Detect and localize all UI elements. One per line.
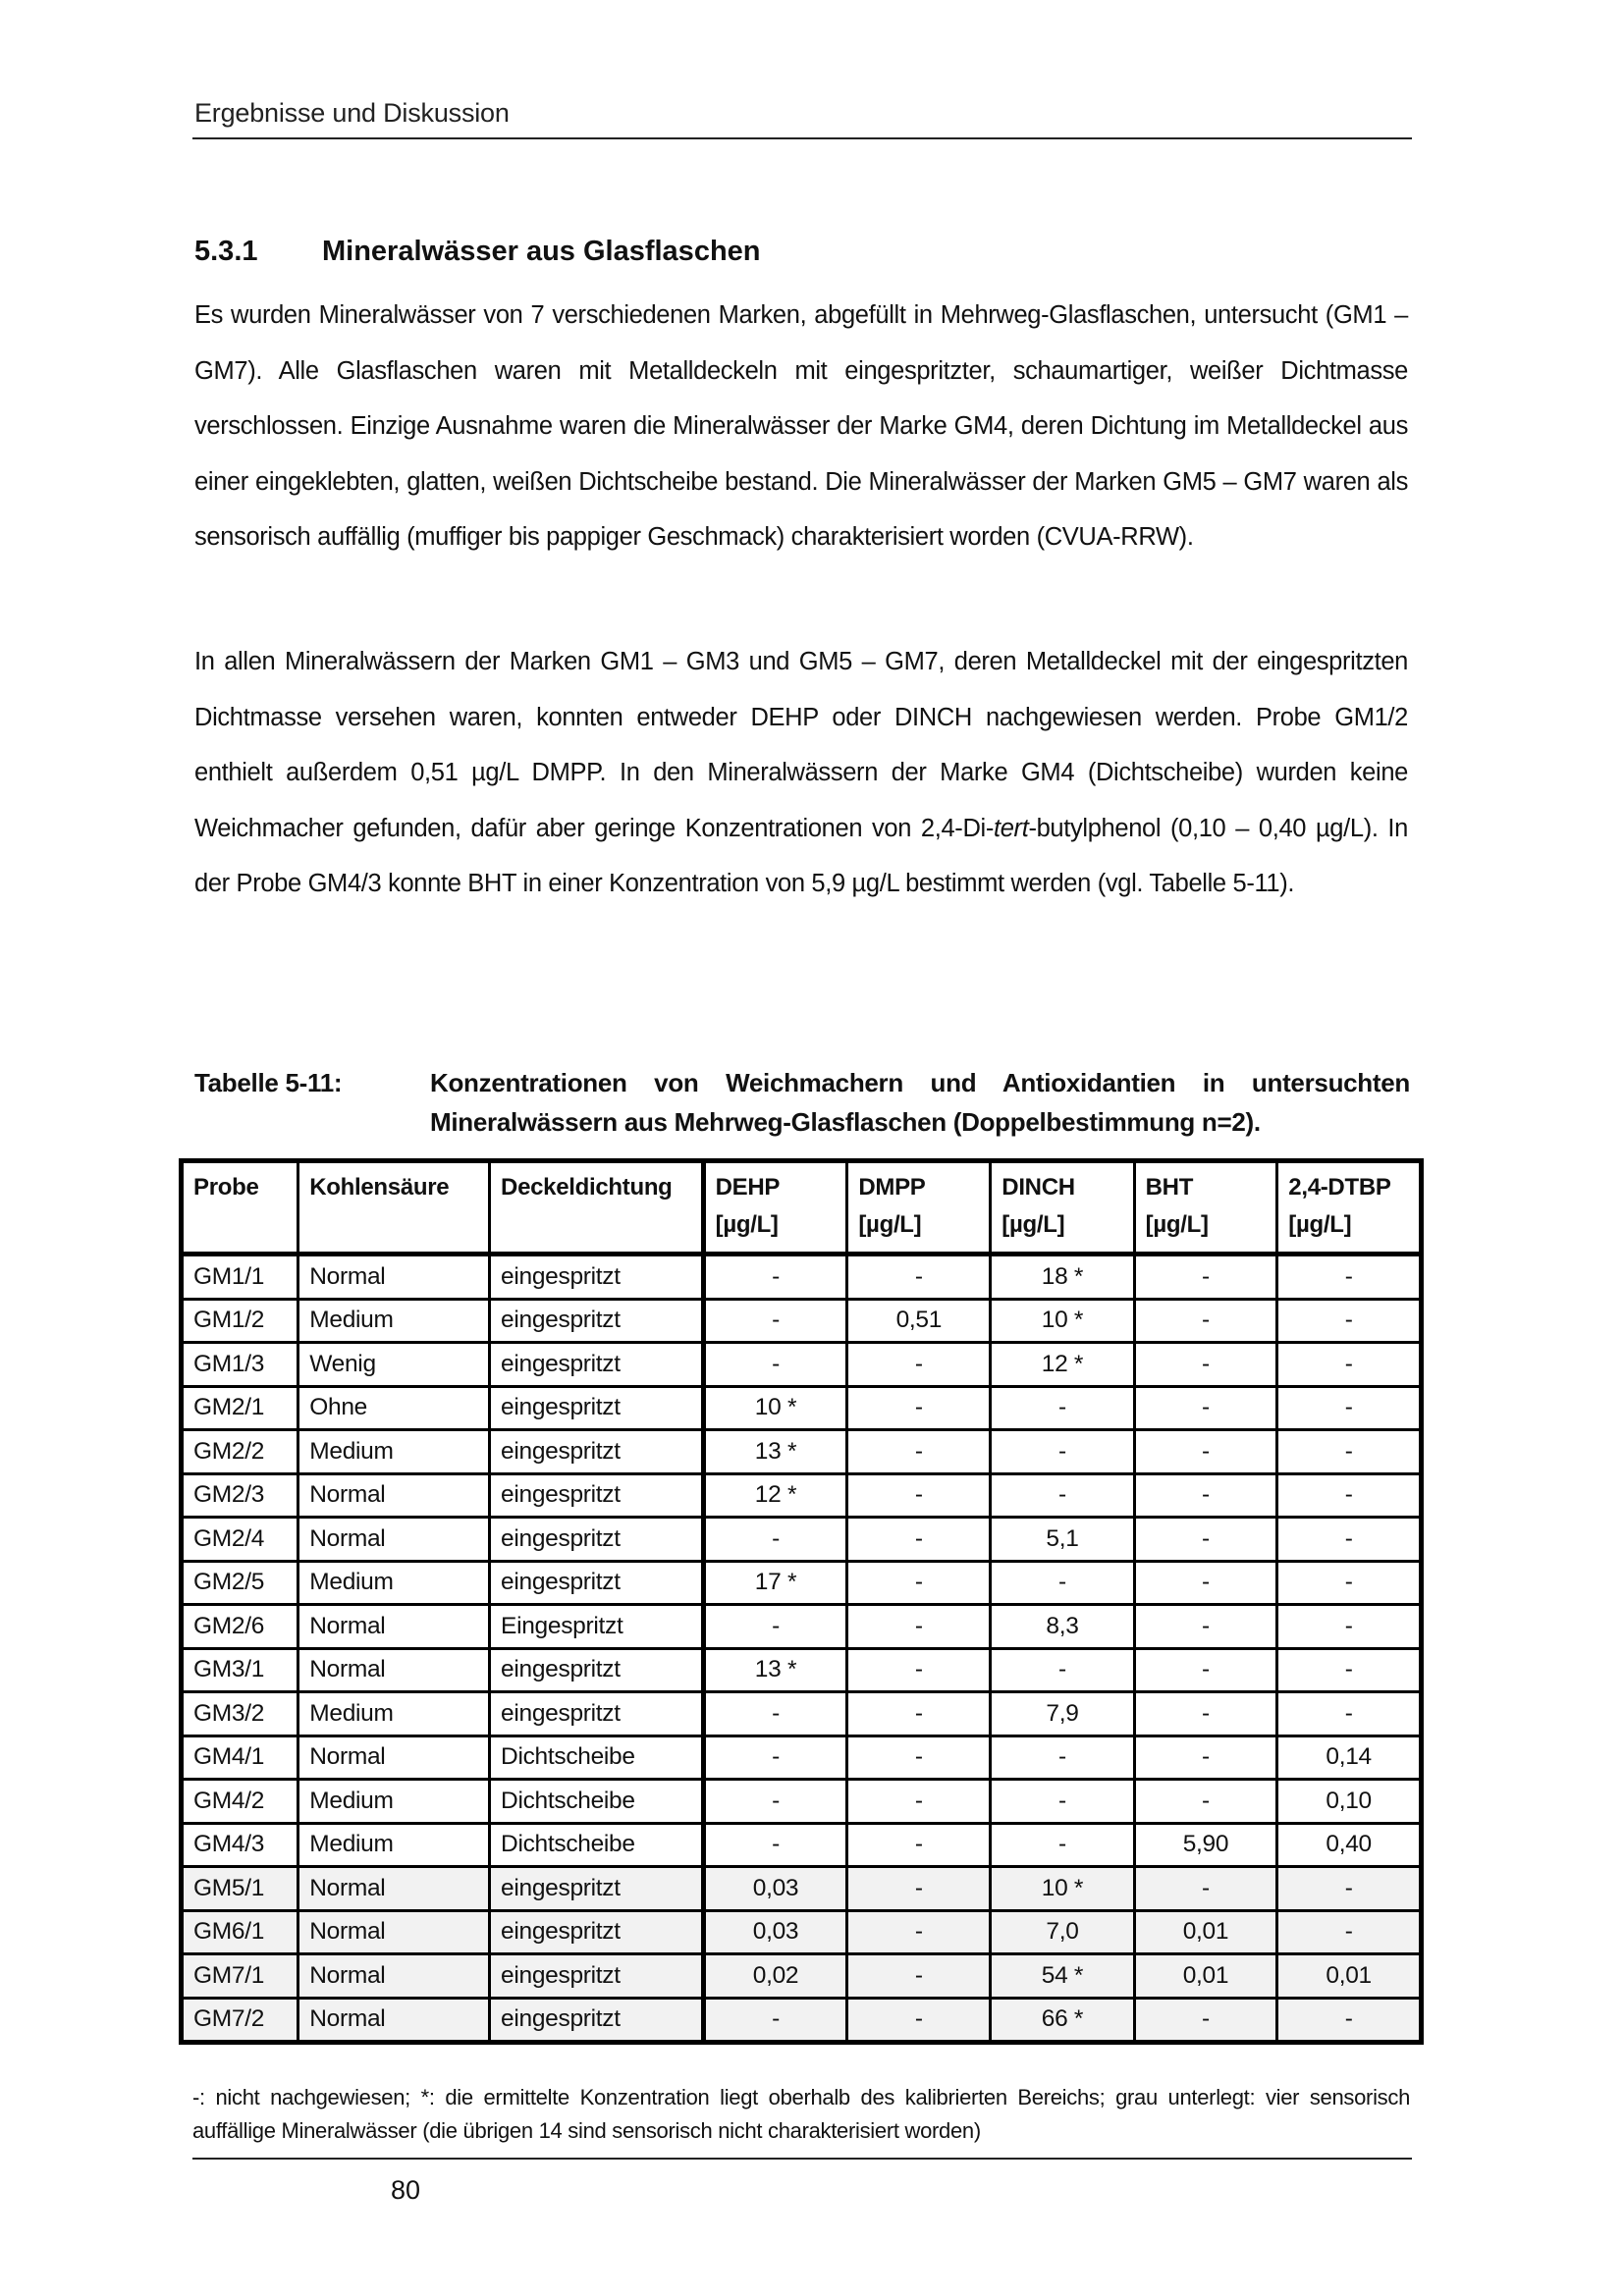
cell-dehp: - (703, 1255, 847, 1300)
cell-kohlensaeure: Normal (298, 1605, 490, 1649)
cell-probe: GM7/2 (182, 1998, 298, 2043)
paragraph-1: Es wurden Mineralwässer von 7 verschiedenen Marken, abgefüllt in Mehrweg-Glasflaschen, untersucht (GM1 – GM7). Alle Glasflaschen waren mit Metalldeckeln mit eingespritzter, schaumartiger, weißer Dichtmasse verschlossen. Einzige Ausnahme waren die Mineralwässer der Marke GM4, deren Dichtung im Metalldeckel aus einer eingeklebten, glatten, weißen Dichtscheibe bestand. Die Mineralwässer der Marken GM5 – GM7 waren als sensorisch auffällig (muffiger bis pappiger Geschmack) charakterisiert worden (CVUA-RRW). (194, 301, 1408, 551)
cell-bht: - (1134, 1255, 1277, 1300)
cell-dmpp: - (847, 1473, 991, 1518)
cell-dtbp: 0,10 (1277, 1780, 1422, 1824)
table-row (182, 1910, 1422, 1954)
header-kohlensaeure: Kohlensäure (298, 1161, 490, 1255)
cell-dtbp: - (1277, 1386, 1422, 1430)
cell-bht: - (1134, 1692, 1277, 1736)
cell-kohlensaeure: Medium (298, 1780, 490, 1824)
cell-probe: GM1/2 (182, 1299, 298, 1343)
cell-kohlensaeure: Normal (298, 1518, 490, 1562)
table-row (182, 1605, 1422, 1649)
cell-dtbp: - (1277, 1605, 1422, 1649)
cell-probe: GM2/3 (182, 1473, 298, 1518)
cell-deckeldichtung: eingespritzt (490, 1299, 704, 1343)
cell-dtbp: - (1277, 1998, 1422, 2043)
cell-dtbp: - (1277, 1518, 1422, 1562)
cell-deckeldichtung: eingespritzt (490, 1998, 704, 2043)
cell-probe: GM1/3 (182, 1343, 298, 1387)
cell-probe: GM2/4 (182, 1518, 298, 1562)
cell-probe: GM2/2 (182, 1430, 298, 1474)
table-caption-label: Tabelle 5-11: (194, 1068, 343, 1097)
cell-kohlensaeure: Normal (298, 1255, 490, 1300)
cell-kohlensaeure: Normal (298, 1735, 490, 1780)
cell-dmpp: - (847, 1255, 991, 1300)
cell-dmpp: - (847, 1386, 991, 1430)
header-dtbp: 2,4-DTBP [µg/L] (1277, 1161, 1422, 1255)
cell-dinch: 7,0 (991, 1910, 1134, 1954)
cell-probe: GM7/1 (182, 1954, 298, 1999)
cell-dtbp: - (1277, 1867, 1422, 1911)
cell-deckeldichtung: eingespritzt (490, 1648, 704, 1692)
header-dinch: DINCH [µg/L] (991, 1161, 1134, 1255)
cell-bht: - (1134, 1605, 1277, 1649)
paragraph-2 (194, 634, 1408, 912)
page-number: 80 (391, 2175, 421, 2205)
cell-dehp: - (703, 1299, 847, 1343)
cell-deckeldichtung: eingespritzt (490, 1473, 704, 1518)
table-row (182, 1561, 1422, 1605)
running-head: Ergebnisse und Diskussion (194, 98, 510, 128)
cell-dehp: 17 * (703, 1561, 847, 1605)
cell-dehp: - (703, 1780, 847, 1824)
cell-dinch: 8,3 (991, 1605, 1134, 1649)
cell-dinch: - (991, 1735, 1134, 1780)
cell-dtbp: - (1277, 1692, 1422, 1736)
cell-dmpp: - (847, 1605, 991, 1649)
cell-dtbp: - (1277, 1430, 1422, 1474)
cell-dtbp: 0,14 (1277, 1735, 1422, 1780)
header-rule (192, 137, 1412, 139)
cell-dehp: - (703, 1998, 847, 2043)
cell-bht: - (1134, 1998, 1277, 2043)
cell-dmpp: - (847, 1823, 991, 1867)
cell-kohlensaeure: Medium (298, 1823, 490, 1867)
cell-bht: - (1134, 1430, 1277, 1474)
cell-bht: 0,01 (1134, 1954, 1277, 1999)
header-dehp: DEHP [µg/L] (703, 1161, 847, 1255)
cell-dinch: - (991, 1473, 1134, 1518)
cell-bht: - (1134, 1780, 1277, 1824)
cell-dinch: 5,1 (991, 1518, 1134, 1562)
cell-kohlensaeure: Medium (298, 1692, 490, 1736)
cell-dinch: 18 * (991, 1255, 1134, 1300)
cell-dtbp: 0,40 (1277, 1823, 1422, 1867)
cell-bht: - (1134, 1299, 1277, 1343)
table-row (182, 1692, 1422, 1736)
cell-dehp: - (703, 1735, 847, 1780)
table-row (182, 1780, 1422, 1824)
cell-dtbp: - (1277, 1910, 1422, 1954)
cell-kohlensaeure: Medium (298, 1561, 490, 1605)
cell-deckeldichtung: eingespritzt (490, 1954, 704, 1999)
cell-dinch: 10 * (991, 1299, 1134, 1343)
cell-kohlensaeure: Ohne (298, 1386, 490, 1430)
cell-dehp: 10 * (703, 1386, 847, 1430)
table-caption (194, 1063, 1410, 1142)
cell-dinch: - (991, 1561, 1134, 1605)
table-row (182, 1473, 1422, 1518)
cell-kohlensaeure: Medium (298, 1299, 490, 1343)
cell-dinch: 54 * (991, 1954, 1134, 1999)
cell-kohlensaeure: Normal (298, 1954, 490, 1999)
cell-kohlensaeure: Normal (298, 1998, 490, 2043)
header-dmpp: DMPP [µg/L] (847, 1161, 991, 1255)
cell-dehp: 0,03 (703, 1867, 847, 1911)
cell-deckeldichtung: Dichtscheibe (490, 1780, 704, 1824)
cell-deckeldichtung: eingespritzt (490, 1343, 704, 1387)
cell-dtbp: 0,01 (1277, 1954, 1422, 1999)
cell-dmpp: - (847, 1343, 991, 1387)
cell-bht: 5,90 (1134, 1823, 1277, 1867)
cell-dtbp: - (1277, 1473, 1422, 1518)
cell-probe: GM2/6 (182, 1605, 298, 1649)
cell-dinch: - (991, 1780, 1134, 1824)
cell-probe: GM4/2 (182, 1780, 298, 1824)
cell-deckeldichtung: eingespritzt (490, 1867, 704, 1911)
cell-dmpp: - (847, 1910, 991, 1954)
cell-dmpp: - (847, 1735, 991, 1780)
cell-kohlensaeure: Normal (298, 1910, 490, 1954)
table-row (182, 1648, 1422, 1692)
cell-dmpp: - (847, 1430, 991, 1474)
cell-probe: GM2/1 (182, 1386, 298, 1430)
cell-kohlensaeure: Normal (298, 1648, 490, 1692)
header-probe: Probe (182, 1161, 298, 1255)
cell-deckeldichtung: eingespritzt (490, 1692, 704, 1736)
cell-dehp: 13 * (703, 1430, 847, 1474)
cell-dmpp: - (847, 1692, 991, 1736)
cell-dehp: - (703, 1518, 847, 1562)
table-row (182, 1954, 1422, 1999)
cell-deckeldichtung: Dichtscheibe (490, 1823, 704, 1867)
cell-probe: GM3/2 (182, 1692, 298, 1736)
cell-dehp: - (703, 1605, 847, 1649)
cell-dtbp: - (1277, 1255, 1422, 1300)
table-row (182, 1343, 1422, 1387)
cell-bht: - (1134, 1343, 1277, 1387)
cell-deckeldichtung: eingespritzt (490, 1561, 704, 1605)
cell-dinch: 66 * (991, 1998, 1134, 2043)
table-row (182, 1255, 1422, 1300)
cell-dehp: 12 * (703, 1473, 847, 1518)
cell-dehp: - (703, 1343, 847, 1387)
table-caption-text: Konzentrationen von Weichmachern und Antioxidantien in untersuchten Mineralwässern aus Mehrweg-Glasflaschen (Doppelbestimmung n=2). (430, 1068, 1410, 1137)
cell-deckeldichtung: Eingespritzt (490, 1605, 704, 1649)
cell-bht: - (1134, 1518, 1277, 1562)
cell-deckeldichtung: eingespritzt (490, 1910, 704, 1954)
cell-dehp: 13 * (703, 1648, 847, 1692)
footer-rule (192, 2158, 1412, 2160)
cell-dmpp: - (847, 1561, 991, 1605)
cell-dinch: - (991, 1823, 1134, 1867)
table-row (182, 1867, 1422, 1911)
cell-bht: - (1134, 1386, 1277, 1430)
cell-deckeldichtung: eingespritzt (490, 1255, 704, 1300)
cell-probe: GM4/1 (182, 1735, 298, 1780)
section-number: 5.3.1 (194, 236, 258, 267)
cell-dinch: - (991, 1430, 1134, 1474)
results-table (179, 1158, 1424, 2045)
header-deckeldichtung: Deckeldichtung (490, 1161, 704, 1255)
cell-probe: GM2/5 (182, 1561, 298, 1605)
cell-dmpp: - (847, 1998, 991, 2043)
table-header-row (182, 1161, 1422, 1255)
paragraph-2-part-1: In allen Mineralwässern der Marken GM1 – GM3 und GM5 – GM7, deren Metalldeckel mit der eingespritzten Dichtmasse versehen waren, konnten entweder DEHP oder DINCH nachgewiesen werden. Probe GM1/2 enthielt außerdem 0,51 µg/L DMPP. In den Mineralwässern der Marke GM4 (Dichtscheibe) wurden keine Weichmacher gefunden, dafür aber geringe Konzentrationen von 2,4-Di- (194, 648, 1408, 842)
table-row (182, 1823, 1422, 1867)
cell-dtbp: - (1277, 1648, 1422, 1692)
paragraph-2-part-2: -butylphenol (0,10 – 0,40 µg/L). In der Probe GM4/3 konnte BHT in einer Konzentration von 5,9 µg/L bestimmt werden (vgl. Tabelle 5-11). (194, 814, 1408, 897)
cell-bht: - (1134, 1473, 1277, 1518)
cell-dinch: 12 * (991, 1343, 1134, 1387)
cell-bht: - (1134, 1867, 1277, 1911)
table-row (182, 1735, 1422, 1780)
cell-dmpp: - (847, 1518, 991, 1562)
cell-dehp: 0,02 (703, 1954, 847, 1999)
cell-dinch: 7,9 (991, 1692, 1134, 1736)
cell-kohlensaeure: Normal (298, 1867, 490, 1911)
cell-probe: GM6/1 (182, 1910, 298, 1954)
cell-kohlensaeure: Wenig (298, 1343, 490, 1387)
cell-dehp: - (703, 1823, 847, 1867)
cell-dmpp: 0,51 (847, 1299, 991, 1343)
header-bht: BHT [µg/L] (1134, 1161, 1277, 1255)
cell-probe: GM5/1 (182, 1867, 298, 1911)
table-footnote: -: nicht nachgewiesen; *: die ermittelte Konzentration liegt oberhalb des kalibrierten Bereichs; grau unterlegt: vier sensorisch auffällige Mineralwässer (die übrigen 14 sind sensorisch nicht charakterisiert worden) (192, 2085, 1410, 2143)
table-row (182, 1998, 1422, 2043)
cell-dtbp: - (1277, 1299, 1422, 1343)
cell-dtbp: - (1277, 1561, 1422, 1605)
cell-dehp: - (703, 1692, 847, 1736)
cell-probe: GM1/1 (182, 1255, 298, 1300)
cell-kohlensaeure: Medium (298, 1430, 490, 1474)
cell-dehp: 0,03 (703, 1910, 847, 1954)
cell-dmpp: - (847, 1867, 991, 1911)
cell-deckeldichtung: eingespritzt (490, 1518, 704, 1562)
section-heading (194, 236, 761, 268)
cell-bht: - (1134, 1648, 1277, 1692)
cell-bht: 0,01 (1134, 1910, 1277, 1954)
table-row (182, 1518, 1422, 1562)
cell-dinch: - (991, 1386, 1134, 1430)
table-row (182, 1430, 1422, 1474)
cell-dmpp: - (847, 1648, 991, 1692)
cell-deckeldichtung: eingespritzt (490, 1430, 704, 1474)
paragraph-2-italic: tert (993, 814, 1029, 842)
cell-dtbp: - (1277, 1343, 1422, 1387)
cell-bht: - (1134, 1561, 1277, 1605)
cell-dinch: 10 * (991, 1867, 1134, 1911)
section-title: Mineralwässer aus Glasflaschen (322, 236, 761, 267)
cell-probe: GM4/3 (182, 1823, 298, 1867)
cell-dinch: - (991, 1648, 1134, 1692)
cell-bht: - (1134, 1735, 1277, 1780)
table-row (182, 1299, 1422, 1343)
cell-dmpp: - (847, 1954, 991, 1999)
cell-probe: GM3/1 (182, 1648, 298, 1692)
cell-deckeldichtung: eingespritzt (490, 1386, 704, 1430)
cell-dmpp: - (847, 1780, 991, 1824)
table-row (182, 1386, 1422, 1430)
cell-deckeldichtung: Dichtscheibe (490, 1735, 704, 1780)
cell-kohlensaeure: Normal (298, 1473, 490, 1518)
